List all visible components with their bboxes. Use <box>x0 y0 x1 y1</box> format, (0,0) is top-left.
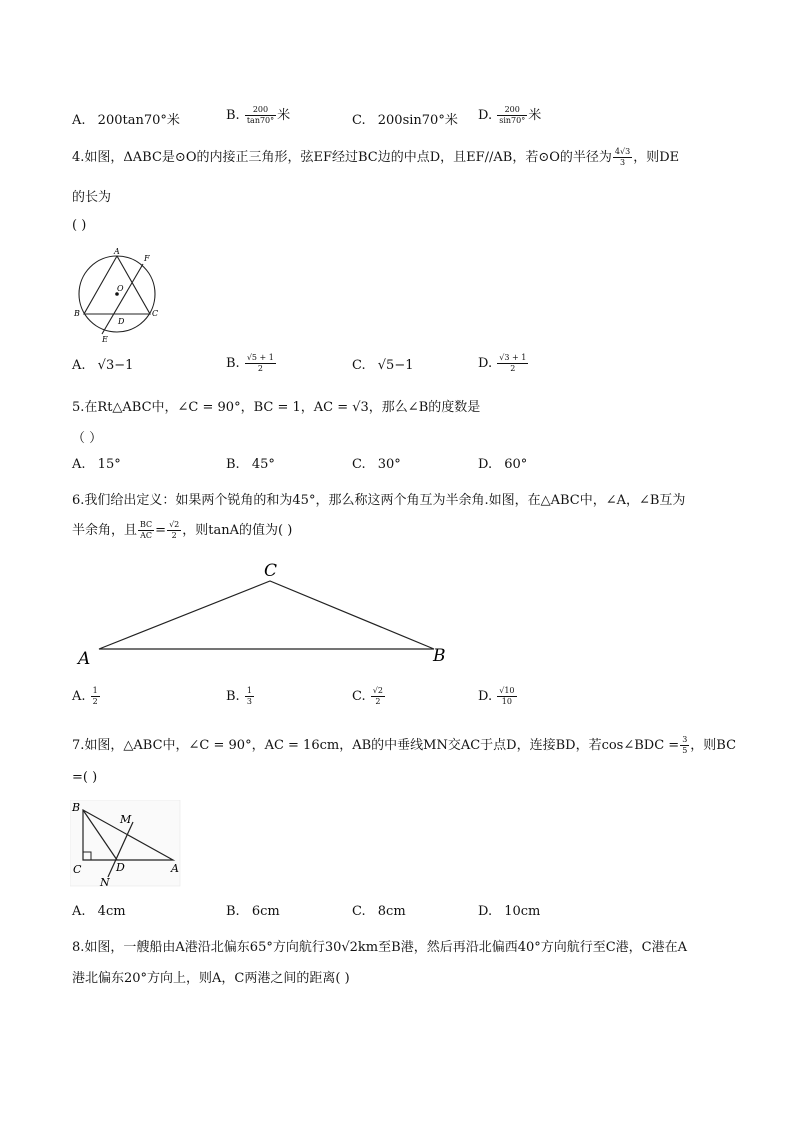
unit: 米 <box>528 108 542 123</box>
label-o: O <box>117 284 124 293</box>
q7-figure <box>70 800 182 888</box>
label-c: C <box>152 309 159 318</box>
option-value: 8cm <box>377 904 406 919</box>
option-value: 200sin70°米 <box>377 113 458 128</box>
option-label: D. <box>478 356 493 371</box>
option-label: A. <box>72 457 86 472</box>
q5-answer-paren: （ ） <box>72 431 103 446</box>
option-label: A. <box>72 113 86 128</box>
numerator: √5 + 1 <box>246 353 274 362</box>
option-label: D. <box>478 689 493 704</box>
option-label: A. <box>72 689 86 704</box>
label-b: B <box>433 646 446 666</box>
q5-option-c[interactable] <box>352 457 401 472</box>
option-label: D. <box>478 108 493 123</box>
stem-text: ，则tanA的值为( ) <box>182 523 293 538</box>
label-a: A <box>114 247 120 256</box>
q5-option-b[interactable] <box>226 457 275 472</box>
equals-sign: = <box>155 523 167 538</box>
option-label: A. <box>72 358 86 373</box>
option-label: B. <box>226 904 240 919</box>
stem-text: ，则DE <box>633 150 680 165</box>
option-label: A. <box>72 904 86 919</box>
option-label: D. <box>478 457 493 472</box>
stem-text: 4.如图，ΔABC是⊙O的内接正三角形，弦EF经过BC边的中点D，且EF//AB，若⊙O的半径为 <box>72 150 612 165</box>
q4-figure <box>72 246 164 344</box>
q7-option-a[interactable] <box>72 904 126 919</box>
option-value: 4cm <box>97 904 126 919</box>
numerator: 200 <box>497 105 527 116</box>
denominator: 5 <box>682 746 688 755</box>
fraction <box>245 353 276 374</box>
q6-figure <box>72 560 462 670</box>
option-value: √5−1 <box>377 358 414 373</box>
q7-stem-line1 <box>72 734 736 756</box>
label-e: E <box>102 335 108 344</box>
label-n: N <box>100 876 110 888</box>
q6-stem-line2 <box>72 519 292 541</box>
q3-option-d[interactable] <box>478 104 541 126</box>
q7-option-d[interactable] <box>478 904 540 919</box>
value-fraction <box>167 520 181 541</box>
fraction <box>371 686 385 707</box>
fraction <box>245 686 254 707</box>
q6-option-c[interactable] <box>352 686 386 707</box>
fraction <box>497 353 528 374</box>
option-label: C. <box>352 457 366 472</box>
option-label: B. <box>226 356 240 371</box>
option-value: √3−1 <box>97 358 134 373</box>
numerator: √2 <box>169 520 180 529</box>
option-value: 30° <box>377 457 401 472</box>
denominator: 2 <box>171 531 177 540</box>
label-c: C <box>73 863 82 876</box>
denominator: AC <box>140 531 153 540</box>
q6-option-b[interactable] <box>226 686 255 707</box>
option-value: 10cm <box>504 904 541 919</box>
q7-option-c[interactable] <box>352 904 406 919</box>
denominator: 2 <box>257 364 263 373</box>
numerator: √10 <box>499 686 515 695</box>
denominator: sin70° <box>499 116 526 125</box>
denominator: 3 <box>246 697 252 706</box>
fraction <box>91 686 100 707</box>
denominator: tan70° <box>246 116 275 125</box>
cos-fraction <box>680 735 689 756</box>
q8-stem-line2: 港北偏东20°方向上，则A，C两港之间的距离( ) <box>72 971 350 986</box>
numerator: 1 <box>246 686 252 695</box>
label-a: A <box>171 862 179 875</box>
option-value: 45° <box>251 457 275 472</box>
denominator: 2 <box>92 697 98 706</box>
q7-stem-line2: =( ) <box>72 770 98 785</box>
q4-answer-paren: ( ) <box>72 218 87 233</box>
fraction <box>497 105 527 126</box>
unit: 米 <box>277 108 291 123</box>
option-value: 200tan70°米 <box>97 113 180 128</box>
option-label: C. <box>352 113 366 128</box>
q4-option-b[interactable] <box>226 353 277 374</box>
option-label: C. <box>352 904 366 919</box>
label-b: B <box>74 309 80 318</box>
stem-text: 半余角，且 <box>72 523 138 538</box>
q4-option-c[interactable] <box>352 358 413 373</box>
numerator: 3 <box>682 735 688 744</box>
numerator: BC <box>140 520 153 529</box>
option-label: D. <box>478 904 493 919</box>
q6-stem-line1: 6.我们给出定义：如果两个锐角的和为45°，那么称这两个角互为半余角.如图，在△ABC中，∠A，∠B互为 <box>72 493 686 508</box>
numerator: √2 <box>372 686 383 695</box>
label-c: C <box>264 561 278 581</box>
q5-option-d[interactable] <box>478 457 527 472</box>
stem-text: ，则BC <box>690 738 737 753</box>
q6-option-a[interactable] <box>72 686 101 707</box>
option-label: B. <box>226 457 240 472</box>
numerator: 1 <box>92 686 98 695</box>
label-d: D <box>116 861 125 874</box>
ratio-fraction <box>138 520 154 541</box>
stem-text: 7.如图，△ABC中，∠C = 90°，AC = 16cm，AB的中垂线MN交AC于点D，连接BD，若cos∠BDC = <box>72 738 680 753</box>
numerator: 4√3 <box>614 147 631 156</box>
option-label: C. <box>352 358 366 373</box>
q5-option-a[interactable] <box>72 457 121 472</box>
denominator: 2 <box>510 364 516 373</box>
label-a: A <box>78 649 91 669</box>
option-label: B. <box>226 689 240 704</box>
q4-option-a[interactable] <box>72 358 133 373</box>
label-b: B <box>72 801 81 814</box>
label-f: F <box>144 254 150 263</box>
option-label: B. <box>226 108 240 123</box>
radius-fraction <box>613 147 632 168</box>
fraction <box>245 105 276 126</box>
q3-option-a[interactable] <box>72 109 180 128</box>
q4-stem-line2: 的长为 <box>72 190 112 205</box>
q7-option-b[interactable] <box>226 904 280 919</box>
q5-stem: 5.在Rt△ABC中，∠C = 90°，BC = 1，AC = √3，那么∠B的度数是 <box>72 400 481 415</box>
numerator: 200 <box>245 105 276 116</box>
q4-option-d[interactable] <box>478 353 529 374</box>
option-value: 15° <box>97 457 121 472</box>
triangle-abc <box>99 581 434 649</box>
option-label: C. <box>352 689 366 704</box>
option-value: 60° <box>504 457 528 472</box>
q6-option-d[interactable] <box>478 686 518 707</box>
label-m: M <box>120 813 132 826</box>
option-value: 6cm <box>251 904 280 919</box>
denominator: 2 <box>375 697 381 706</box>
numerator: √3 + 1 <box>499 353 527 362</box>
label-d: D <box>118 317 125 326</box>
q8-stem-line1: 8.如图，一艘船由A港沿北偏东65°方向航行30√2km至B港，然后再沿北偏西40°方向航行至C港，C港在A <box>72 940 688 955</box>
q3-option-c[interactable] <box>352 109 458 128</box>
denominator: 10 <box>501 697 512 706</box>
denominator: 3 <box>620 158 626 167</box>
q3-option-b[interactable] <box>226 104 290 126</box>
q4-stem-line1 <box>72 146 679 168</box>
fraction <box>497 686 516 707</box>
